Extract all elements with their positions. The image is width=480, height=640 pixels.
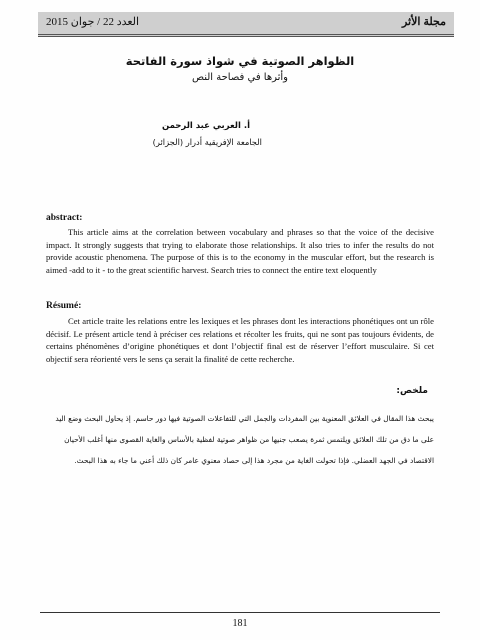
abstract-paragraph: This article aims at the correlation between vocabulary and phrases so that the voice of the decisive impact. It strongly suggests that trying to elaborate those relationships. It also tries to infer the results do not provide acoustic phenomena. The purpose of this is to the economy in the muscular effort, but the research is aimed -add to it - to the great scientific harvest. Search tries to connect the entire text eloquently — [46, 227, 434, 276]
author-name: أ. العربي عبد الرحمن — [161, 121, 250, 131]
running-header — [38, 12, 454, 37]
issue-info: العدد 22 / جوان 2015 — [46, 16, 140, 28]
arabic-summary-heading: ملخص: — [396, 386, 428, 396]
arabic-summary-paragraph: يبحث هذا المقال في العلائق المعنوية بين المفردات والجمل التي للتفاعلات الصوتية فيها دور حاسم. إذ يحاول البحث وضع اليد على ما دق من تلك العلائق ويلتمس ثمرة يصعب جنيها من ظواهر صوتية لفظية بالأساس والغاية القصوى منها أغلب الأحيان الاقتصاد في الجهد العضلي. فإذا تحولت الغاية من مجرد هذا إلى حصاد معنوي عامر كان ذلك أعني ما جاء به هذا البحث. — [55, 414, 434, 465]
resume-paragraph: Cet article traite les relations entre les lexiques et les phrases dont les interactions phonétiques ont un rôle décisif. Le présent article tend à préciser ces relations et récolter les fruits, qui ne sont pas toujours évidents, de certains phénomènes d’origine phonétiques et dont l’objectif final est de réserver l’effort musculaire. Si cet objectif sera réorienté vers le sens ça serait la finalité de cette recherche. — [46, 316, 434, 365]
page-number: 181 — [232, 618, 248, 629]
footer-rule — [40, 612, 440, 613]
arabic-summary-text — [46, 408, 434, 471]
resume-heading: Résumé: — [46, 301, 82, 311]
abstract-heading: abstract: — [46, 213, 83, 223]
resume-text — [46, 315, 434, 366]
article-subtitle: وأثرها في فصاحة النص — [191, 72, 288, 83]
journal-name: مجلة الأثر — [401, 16, 446, 28]
abstract-text — [46, 226, 434, 277]
article-title: الظواهر الصوتية في شواذ سورة الفاتحة — [125, 54, 355, 68]
author-affiliation: الجامعة الإفريقية أدرار (الجزائر) — [152, 137, 262, 147]
